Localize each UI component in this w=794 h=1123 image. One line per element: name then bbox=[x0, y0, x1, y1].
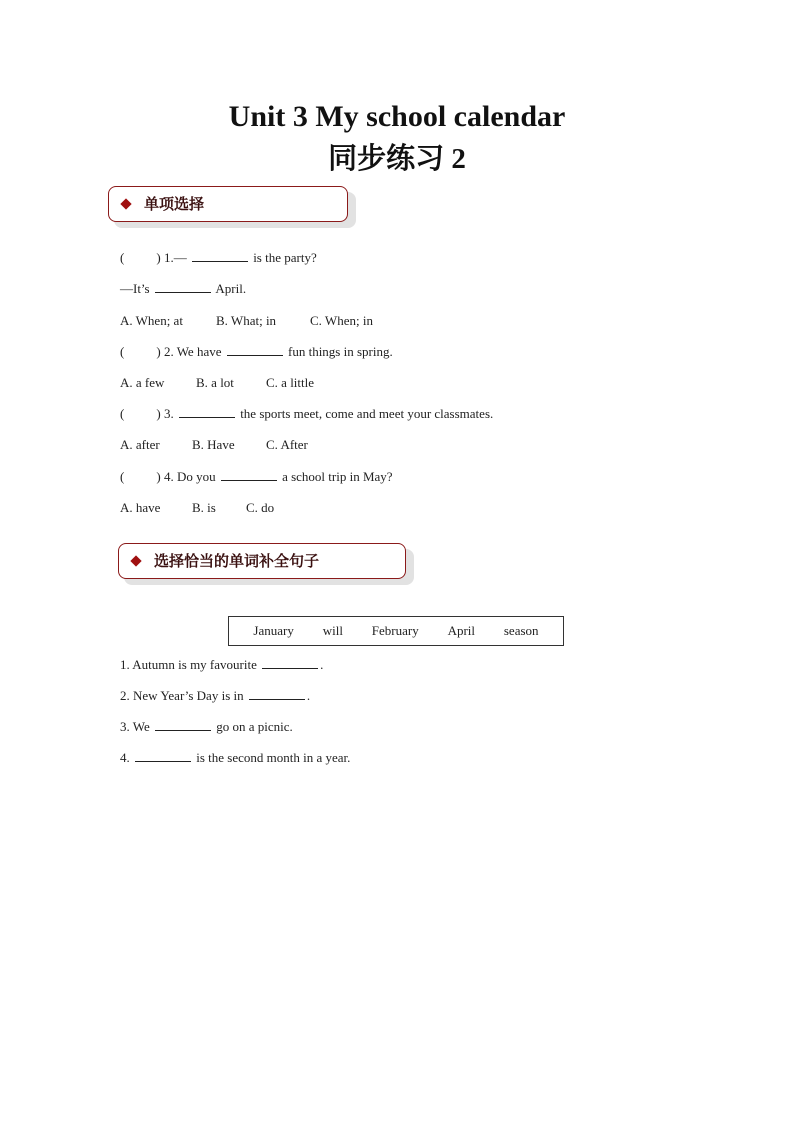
answer-blank[interactable] bbox=[221, 468, 277, 481]
fill-sentence-3: 3. We go on a picnic. bbox=[120, 719, 293, 734]
option-a[interactable]: A. When; at bbox=[120, 313, 183, 328]
section-header-fill-in bbox=[118, 543, 406, 579]
option-b[interactable]: B. a lot bbox=[196, 375, 234, 390]
section-label: 单项选择 bbox=[144, 195, 205, 213]
answer-blank[interactable] bbox=[227, 343, 283, 356]
question-3-options bbox=[120, 436, 308, 454]
word-bank-item: will bbox=[322, 623, 343, 638]
option-c[interactable]: C. When; in bbox=[310, 313, 373, 328]
word-bank-item: April bbox=[447, 623, 476, 638]
answer-blank[interactable] bbox=[155, 718, 211, 731]
fill-sentence-1: 1. Autumn is my favourite . bbox=[120, 657, 324, 672]
section-label: 选择恰当的单词补全句子 bbox=[154, 552, 320, 570]
question-1-options bbox=[120, 312, 373, 330]
option-a[interactable]: A. a few bbox=[120, 375, 165, 390]
option-c[interactable]: C. a little bbox=[266, 375, 315, 390]
word-bank bbox=[228, 616, 564, 646]
word-bank-item: February bbox=[371, 623, 419, 638]
question-4-options bbox=[120, 499, 274, 517]
question-1-reply: —It’s April. bbox=[120, 281, 247, 296]
fill-sentence-2: 2. New Year’s Day is in . bbox=[120, 688, 311, 703]
word-bank-item: January bbox=[253, 623, 294, 638]
question-4: ( ) 4. Do you a school trip in May? bbox=[120, 469, 393, 484]
option-c[interactable]: C. do bbox=[246, 500, 275, 515]
question-2: ( ) 2. We have fun things in spring. bbox=[120, 344, 393, 359]
fill-sentence-4: 4. is the second month in a year. bbox=[120, 750, 351, 765]
section-header-single-choice bbox=[108, 186, 348, 222]
page-subtitle: 同步练习 2 bbox=[328, 143, 466, 175]
answer-blank[interactable] bbox=[249, 687, 305, 700]
word-bank-item: season bbox=[503, 623, 539, 638]
option-b[interactable]: B. What; in bbox=[216, 313, 277, 328]
question-3: ( ) 3. the sports meet, come and meet your classmates. bbox=[120, 406, 494, 421]
option-a[interactable]: A. after bbox=[120, 437, 160, 452]
answer-blank[interactable] bbox=[262, 656, 318, 669]
answer-blank[interactable] bbox=[179, 405, 235, 418]
option-a[interactable]: A. have bbox=[120, 500, 161, 515]
option-c[interactable]: C. After bbox=[266, 437, 308, 452]
page-title: Unit 3 My school calendar bbox=[228, 100, 566, 133]
answer-blank[interactable] bbox=[192, 249, 248, 262]
answer-blank[interactable] bbox=[135, 749, 191, 762]
question-1: ( ) 1.— is the party? bbox=[120, 250, 317, 265]
option-b[interactable]: B. Have bbox=[192, 437, 235, 452]
option-b[interactable]: B. is bbox=[192, 500, 216, 515]
question-2-options bbox=[120, 374, 314, 392]
answer-blank[interactable] bbox=[155, 280, 211, 293]
